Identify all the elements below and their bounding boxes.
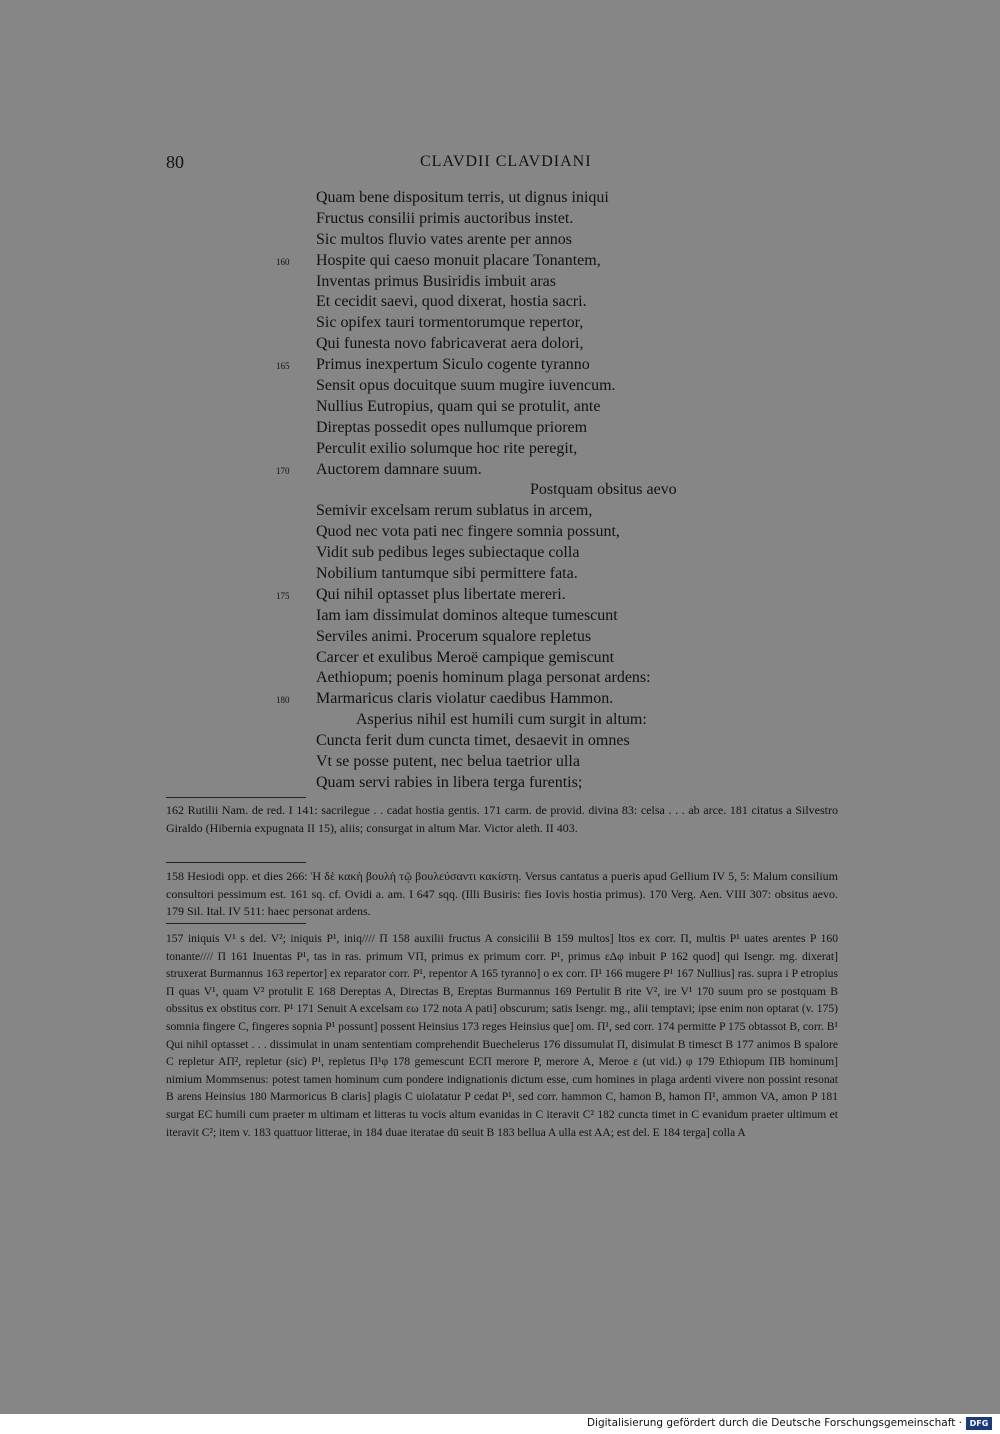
verse-line (316, 648, 746, 669)
verse-text: Perculit exilio solumque hoc rite peregit, (316, 439, 578, 457)
verse-line (316, 230, 746, 251)
line-number: 165 (276, 361, 290, 372)
verse-line (316, 313, 746, 334)
verse-line (316, 710, 746, 731)
verse-text: Aethiopum; poenis hominum plaga personat ardens: (316, 669, 651, 687)
line-number: 180 (276, 695, 290, 706)
verse-line (276, 251, 746, 272)
verse-text: Direptas possedit opes nullumque priorem (316, 418, 588, 436)
verse-line (316, 606, 746, 627)
verse-line (316, 292, 746, 313)
verse-text: Hospite qui caeso monuit placare Tonantem, (316, 251, 601, 269)
verse-text: Fructus consilii primis auctoribus instet. (316, 209, 574, 227)
verse-text: Cuncta ferit dum cuncta timet, desaevit in omnes (316, 732, 630, 750)
poem-text (276, 188, 746, 794)
verse-line (316, 522, 746, 543)
verse-text: Et cecidit saevi, quod dixerat, hostia sacri. (316, 293, 587, 311)
verse-line (276, 585, 746, 606)
verse-line (316, 627, 746, 648)
verse-text: Inventas primus Busiridis imbuit aras (316, 272, 556, 290)
verse-text: Auctorem damnare suum. (316, 460, 482, 478)
verse-text: Quam servi rabies in libera terga furentis; (316, 773, 583, 791)
verse-text: Sic opifex tauri tormentorumque repertor, (316, 314, 584, 332)
footer-credit: Digitalisierung gefördert durch die Deutsche Forschungsgemeinschaft · (586, 1417, 962, 1429)
verse-line (316, 439, 746, 460)
notes-divider (166, 797, 306, 798)
verse-line (316, 334, 746, 355)
verse-line (276, 689, 746, 710)
verse-line (316, 397, 746, 418)
verse-text: Semivir excelsam rerum sublatus in arcem, (316, 502, 593, 520)
footer-bar (0, 1414, 1000, 1434)
verse-line (316, 543, 746, 564)
apparatus-text: 157 iniquis V¹ s del. V²; iniquis P¹, iniq//// Π 158 auxilii fructus A consicilii B 159 multos] ltos ex corr. Π, multis P¹ uates arentes P 160 tonante//// Π 161 Inuentas P¹, tas in ras. primum VΠ, primus ex primum corr. P¹, primus εΔφ inbuit P 162 quod] qui Isengr. mg. dixerat] struxerat Burmannus 163 repertor] ex reparator corr. P¹, repentor A 165 tyranno] o ex corr. Π¹ 166 mugere P¹ 167 Nullius] ras. supra i P etropius Π quas V¹, quam V² protulit E 168 Dereptas A, Directas B, Ereptas Burmannus 169 Pertulit B rite V², ire V¹ 170 suum pro se postquam B obssitus ex obstitus corr. P¹ 171 Senuit A excelsam εω 172 nota A pati] obscurum; satis Isengr. mg., alii temptavi; ipse enim non optarat (v. 175) somnia fingere C, fingeres sopnia P¹ possunt] possent Heinsius 173 reges Heinsius que] om. Π¹, sed corr. 174 permitte P 175 obtassot B, corr. B¹ Qui nihil optasset . . . dissimulat in unam sententiam comprehendit Buechelerus 176 dissumulat Π, disimulat B timesct B 177 animos B spalore C repletur AΠ², repletur (sic) P¹, repletus Π¹φ 178 gemescunt ECΠ merore P, merore A, Meroe ε (ut vid.) φ 179 Ethiopum ΠB hominum] nimium Mommsenus: potest tamen hominum cum pondere indignationis dictum esse, cum homines in plaga ardenti vivere non possint resonat B arens Heinsius 180 Marmoricus B claris] plagis C uiolatatur P cedat P¹, sed corr. hammon C, hamon B, hamon Π¹, ammon VA, amon P 181 surgat EC humili cum praeter m ultimam et litteras tu vocis altum evanidas in C iteravit C² 182 cuncta timet in C evanidum praeter ultimum et iteravit C²; item v. 183 quattuor litterae, in 184 duae iteratae dū seuit B 183 bellua A ulla est AA; est del. E 184 terga] colla A (166, 932, 838, 1139)
verse-line (276, 460, 746, 481)
verse-line (316, 501, 746, 522)
verse-text: Nullius Eutropius, quam qui se protulit, ante (316, 397, 601, 415)
verse-text: Asperius nihil est humili cum surgit in altum: (356, 711, 647, 729)
verse-line (316, 668, 746, 689)
verse-text: Sensit opus docuitque suum mugire iuvencum. (316, 377, 616, 395)
verse-line (276, 355, 746, 376)
page-header (0, 152, 1000, 176)
verse-text: Sic multos fluvio vates arente per annos (316, 230, 572, 248)
verse-text: Qui nihil optasset plus libertate mereri. (316, 585, 566, 603)
verse-line (316, 209, 746, 230)
verse-text: Quod nec vota pati nec fingere somnia possunt, (316, 523, 620, 541)
critical-apparatus (166, 930, 838, 1141)
source-note: 158 Hesiodi opp. et dies 266: Ἡ δὲ κακὴ βουλὴ τῷ βουλεύσαντι κακίστη. Versus cantatus a pueris apud Gellium IV 5, 5: Malum consilium consultori pessimum est. 161 sq. cf. Ovidi a. am. I 647 sqq. (Illi Busiris: fies Iovis hostia primus). 170 Verg. Aen. VIII 307: obsitus aevo. 179 Sil. Ital. IV 511: haec personat ardens. (166, 869, 838, 919)
verse-text: Carcer et exulibus Meroë campique gemiscunt (316, 648, 615, 666)
verse-line (316, 773, 746, 794)
verse-text: Vt se posse putent, nec belua taetrior ulla (316, 753, 580, 771)
verse-text: Primus inexpertum Siculo cogente tyranno (316, 356, 590, 374)
running-title: CLAVDII CLAVDIANI (420, 153, 592, 170)
verse-line (316, 418, 746, 439)
verse-text: Marmaricus claris violatur caedibus Hammon. (316, 690, 614, 708)
line-number: 160 (276, 256, 290, 267)
similia-note: 162 Rutilii Nam. de red. I 141: sacrilegue . . cadat hostia gentis. 171 carm. de provid. divina 83: celsa . . . ab arce. 181 citatus a Silvestro Giraldo (Hibernia expugnata II 15), aliis; consurgat in altum Mar. Victor aleth. II 403. (166, 803, 838, 835)
verse-line (316, 564, 746, 585)
page-number: 80 (166, 152, 184, 172)
verse-text: Iam iam dissimulat dominos alteque tumescunt (316, 606, 618, 624)
verse-text: Qui funesta novo fabricaverat aera dolori, (316, 335, 584, 353)
verse-text: Serviles animi. Procerum squalore repletus (316, 627, 592, 645)
line-number: 175 (276, 590, 290, 601)
verse-line (316, 731, 746, 752)
line-number: 170 (276, 465, 290, 476)
source-notes (166, 868, 838, 921)
dfg-logo-icon: DFG (966, 1417, 992, 1430)
verse-line (316, 480, 746, 501)
verse-text: Quam bene dispositum terris, ut dignus iniqui (316, 189, 609, 206)
verse-text: Nobilium tantumque sibi permittere fata. (316, 565, 578, 583)
verse-text: Vidit sub pedibus leges subiectaque colla (316, 544, 580, 562)
verse-line (316, 272, 746, 293)
verse-line (316, 188, 746, 209)
verse-line (316, 752, 746, 773)
verse-line (316, 376, 746, 397)
similia-notes (166, 802, 838, 837)
apparatus-divider (166, 923, 306, 924)
notes-divider (166, 862, 306, 863)
verse-text: Postquam obsitus aevo (530, 481, 677, 499)
